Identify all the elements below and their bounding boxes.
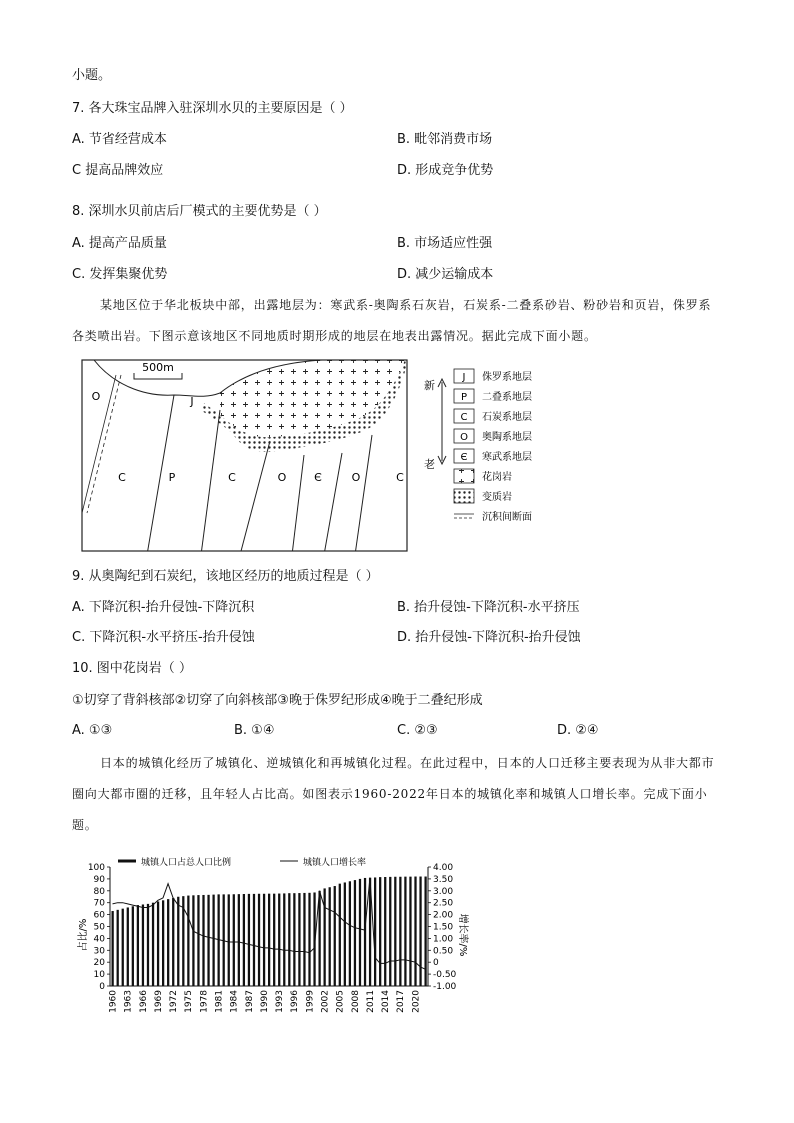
share-bar: [404, 877, 406, 986]
share-bar: [324, 888, 326, 986]
share-bar: [152, 903, 154, 986]
share-bar: [233, 894, 235, 986]
granite-body: [220, 360, 405, 437]
share-bar: [122, 909, 124, 986]
urbanization-chart: [72, 855, 472, 1025]
share-bar: [192, 895, 194, 986]
geologic-map: [72, 355, 572, 555]
share-bar: [132, 906, 134, 986]
share-bar: [359, 879, 361, 986]
y-right-tick-label: 3.50: [433, 874, 454, 885]
q7-option-c: C 提高品牌效应: [72, 163, 164, 178]
share-bar: [228, 894, 230, 986]
x-tick-label: 1996: [290, 990, 301, 1013]
share-bar: [298, 893, 300, 986]
share-bar: [127, 907, 129, 986]
y-right-tick-label: 2.00: [433, 910, 454, 921]
legend-swatch: [454, 469, 474, 483]
share-bar: [243, 894, 245, 986]
q10-option-c: C. ②③: [397, 723, 438, 738]
x-tick-label: 1990: [259, 990, 270, 1013]
legend-label: 奥陶系地层: [482, 432, 532, 443]
y-left-tick-label: 20: [93, 958, 105, 969]
q8-option-b: B. 市场适应性强: [397, 236, 493, 251]
share-bar: [137, 905, 139, 986]
share-bar: [384, 877, 386, 986]
q9-option-d: D. 抬升侵蚀-下降沉积-抬升侵蚀: [397, 630, 581, 645]
area-label: J: [190, 395, 194, 408]
legend-symbol: J: [462, 372, 466, 383]
q10-option-d: D. ②④: [557, 723, 599, 738]
legend-label: 寒武系地层: [482, 452, 532, 463]
contact-line: [355, 435, 372, 555]
legend-symbol: Є: [460, 452, 468, 463]
share-bar: [187, 896, 189, 986]
y-right-tick-label: 0: [433, 958, 439, 969]
legend-label: 石炭系地层: [482, 412, 532, 423]
share-bar: [273, 894, 275, 986]
legend-label: 沉积间断面: [482, 512, 532, 523]
share-bar: [339, 884, 341, 986]
y-left-tick-label: 70: [93, 898, 105, 909]
legend-label: 二叠系地层: [482, 392, 532, 403]
share-bar: [349, 881, 351, 986]
area-label: C: [228, 471, 236, 484]
x-tick-label: 2014: [381, 990, 392, 1013]
area-label: O: [91, 390, 101, 403]
share-bar: [409, 877, 411, 986]
share-bar: [167, 899, 169, 986]
q9-option-a: A. 下降沉积-抬升侵蚀-下降沉积: [72, 600, 255, 615]
q8-option-a: A. 提高产品质量: [72, 236, 167, 251]
share-bar: [268, 894, 270, 986]
x-tick-label: 2002: [320, 990, 331, 1013]
x-tick-label: 1966: [138, 990, 149, 1013]
y-left-tick-label: 0: [99, 982, 105, 992]
y-right-tick-label: -1.00: [433, 982, 457, 992]
share-bar: [263, 894, 265, 986]
x-tick-label: 1975: [184, 990, 195, 1013]
legend-symbol: O: [460, 432, 468, 443]
contact-line: [292, 455, 304, 555]
top-fragment: 小题。: [72, 68, 112, 83]
axis-new-label: 新: [424, 379, 435, 392]
q9-option-b: B. 抬升侵蚀-下降沉积-水平挤压: [397, 600, 580, 615]
area-label: Є: [314, 471, 322, 484]
scale-label: 500m: [142, 361, 174, 374]
legend-label: 侏罗系地层: [482, 372, 532, 383]
x-tick-label: 1993: [275, 990, 286, 1013]
share-bar: [303, 893, 305, 986]
x-tick-label: 1960: [108, 990, 119, 1013]
share-bar: [354, 880, 356, 986]
y-left-tick-label: 60: [93, 910, 105, 921]
share-bar: [147, 904, 149, 986]
y-right-tick-label: 2.50: [433, 898, 454, 909]
share-bar: [318, 891, 320, 986]
share-bar: [212, 895, 214, 986]
q8-stem: 8. 深圳水贝前店后厂模式的主要优势是（ ）: [72, 204, 327, 219]
share-bar: [364, 878, 366, 986]
q10-option-b: B. ①④: [234, 723, 275, 738]
share-bar: [414, 877, 416, 986]
area-label: O: [351, 471, 361, 484]
q10-statements: ①切穿了背斜核部②切穿了向斜核部③晚于侏罗纪形成④晚于二叠纪形成: [72, 693, 483, 708]
share-bar: [172, 898, 174, 986]
q8-option-c: C. 发挥集聚优势: [72, 267, 168, 282]
legend-swatch: [454, 489, 474, 503]
q7-option-a: A. 节省经营成本: [72, 132, 167, 147]
q7-option-d: D. 形成竞争优势: [397, 163, 494, 178]
q7-stem: 7. 各大珠宝品牌入驻深圳水贝的主要原因是（ ）: [72, 101, 353, 116]
share-bar: [394, 877, 396, 986]
q9-stem: 9. 从奥陶纪到石炭纪，该地区经历的地质过程是（ ）: [72, 569, 379, 584]
share-bar: [117, 910, 119, 986]
x-tick-label: 1963: [123, 990, 134, 1013]
x-tick-label: 2011: [365, 990, 376, 1013]
x-tick-label: 1984: [229, 990, 240, 1013]
chart-legend: [118, 856, 366, 868]
passage-urbanization: 日本的城镇化经历了城镇化、逆城镇化和再城镇化过程。在此过程中，日本的人口迁移主要表现为从非大都市圈向大都市圈的迁移，且年轻人占比高。如图表示1960-2022年日本的城镇化率和城镇人口增长率。完成下面小题。: [72, 756, 715, 832]
x-tick-label: 1969: [153, 990, 164, 1013]
y-left-tick-label: 90: [93, 874, 105, 885]
y-left-tick-label: 30: [93, 946, 105, 957]
share-bar: [207, 895, 209, 986]
y-right-tick-label: 1.50: [433, 922, 454, 933]
area-label: P: [168, 471, 176, 484]
axis-old-label: 老: [424, 458, 435, 471]
share-bar: [142, 904, 144, 986]
q10-option-a: A. ①③: [72, 723, 113, 738]
y-right-tick-label: 3.00: [433, 886, 454, 897]
share-bar: [278, 894, 280, 986]
x-tick-label: 1987: [244, 990, 255, 1013]
share-bar: [379, 877, 381, 986]
legend-swatch: [454, 509, 474, 523]
x-tick-label: 2020: [411, 990, 422, 1013]
share-bar: [283, 893, 285, 986]
area-label: C: [118, 471, 126, 484]
y-left-tick-label: 10: [93, 970, 105, 981]
share-bar: [308, 893, 310, 986]
share-bar: [202, 895, 204, 986]
x-tick-label: 1999: [305, 990, 316, 1013]
share-bar: [293, 893, 295, 986]
share-bar: [288, 893, 290, 986]
contact-line: [201, 410, 220, 555]
y-right-tick-label: 1.00: [433, 934, 454, 945]
x-tick-label: 1972: [169, 990, 180, 1013]
y-right-tick-label: 4.00: [433, 863, 454, 873]
share-bar: [419, 877, 421, 986]
share-bar: [112, 911, 114, 986]
share-bar: [258, 894, 260, 986]
y-left-tick-label: 80: [93, 886, 105, 897]
legend-growth-label: 城镇人口增长率: [303, 858, 367, 868]
legend-label: 花岗岩: [482, 472, 512, 483]
y-right-tick-label: 0.50: [433, 946, 454, 957]
y-axis-right-label: 增长率/%: [457, 913, 468, 957]
x-tick-label: 2008: [350, 990, 361, 1013]
y-left-tick-label: 40: [93, 934, 105, 945]
scale-bar: [134, 361, 182, 379]
share-bar: [334, 886, 336, 986]
y-left-tick-label: 100: [87, 863, 105, 873]
passage-geology: 某地区位于华北板块中部，出露地层为：寒武系-奥陶系石灰岩，石炭系-二叠系砂岩、粉砂岩和页岩，侏罗系各类喷出岩。下图示意该地区不同地质时期形成的地层在地表出露情况。据此完成下面小题。: [72, 298, 712, 343]
y-left-tick-label: 50: [93, 922, 105, 933]
y-axis-left-label: 占比/%: [78, 918, 89, 952]
share-bar: [157, 902, 159, 986]
x-tick-label: 1978: [199, 990, 210, 1013]
legend-symbol: C: [460, 412, 468, 423]
share-bar: [399, 877, 401, 986]
share-bar: [248, 894, 250, 986]
contact-line: [324, 453, 342, 555]
q7-option-b: B. 毗邻消费市场: [397, 132, 493, 147]
share-bar: [177, 897, 179, 986]
q8-option-d: D. 减少运输成本: [397, 267, 494, 282]
share-bar: [329, 887, 331, 986]
legend-symbol: P: [460, 392, 468, 403]
legend-label: 变质岩: [482, 492, 512, 503]
share-bar: [253, 894, 255, 986]
map-legend: [424, 369, 532, 523]
share-bar: [162, 900, 164, 986]
share-bar: [344, 882, 346, 986]
q10-stem: 10. 图中花岗岩（ ）: [72, 661, 192, 676]
area-label: C: [396, 471, 404, 484]
y-right-tick-label: -0.50: [433, 970, 457, 981]
share-bar: [424, 877, 426, 986]
share-bar: [197, 895, 199, 986]
x-tick-label: 2005: [335, 990, 346, 1013]
x-tick-label: 1981: [214, 990, 225, 1013]
area-label: O: [277, 471, 287, 484]
x-tick-label: 2017: [396, 990, 407, 1013]
share-bar: [374, 877, 376, 986]
share-bar: [389, 877, 391, 986]
q9-option-c: C. 下降沉积-水平挤压-抬升侵蚀: [72, 630, 255, 645]
legend-share-label: 城镇人口占总人口比例: [141, 858, 232, 868]
share-bar: [238, 894, 240, 986]
contact-line: [240, 441, 270, 555]
